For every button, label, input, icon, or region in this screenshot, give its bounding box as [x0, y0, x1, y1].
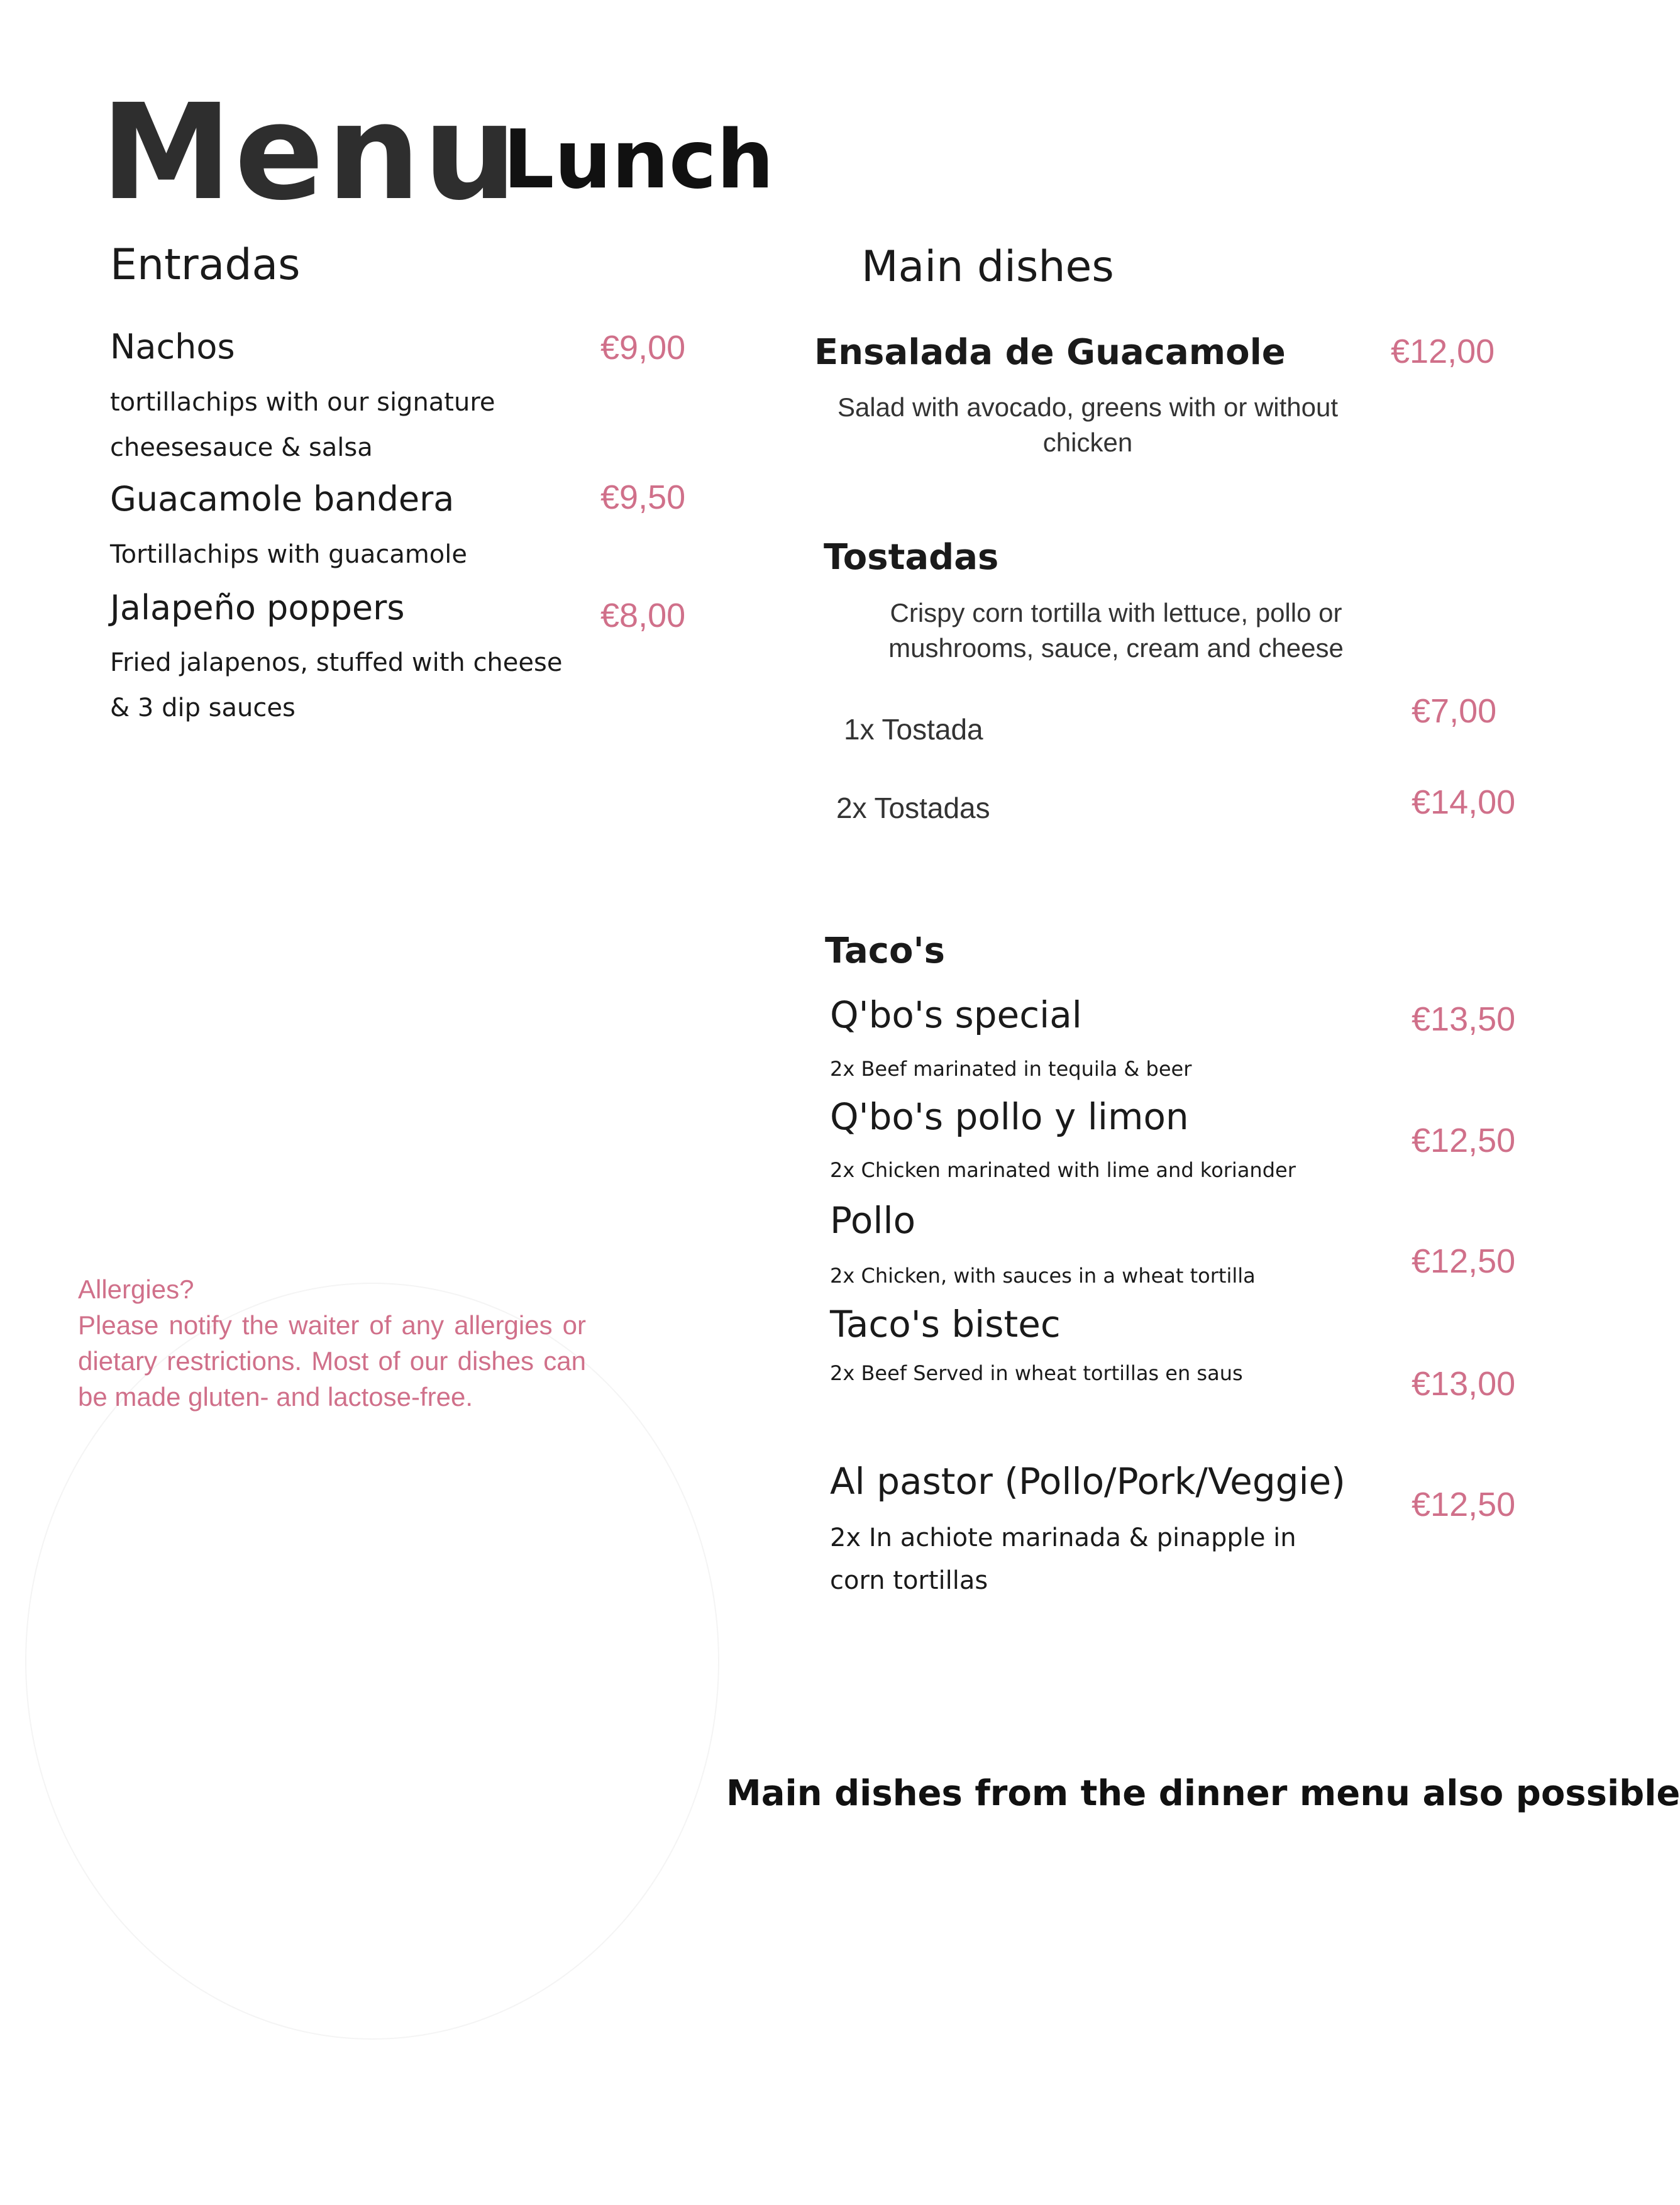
allergy-text: Please notify the waiter of any allergies or dietary restrictions. Most of our dishes can be made gluten- and lactose-free. [78, 1310, 586, 1412]
menu-title: Menu [101, 75, 520, 229]
taco-name-pollo: Pollo [830, 1199, 916, 1242]
taco-name-pollo-limon: Q'bo's pollo y limon [830, 1095, 1189, 1138]
entrada-price-nachos: €9,00 [600, 329, 686, 367]
tostadas-name: Tostadas [824, 537, 999, 578]
taco-price-pollo: €12,50 [1412, 1242, 1516, 1280]
entrada-desc-nachos-1: tortillachips with our signature [110, 388, 495, 417]
taco-name-al-pastor: Al pastor (Pollo/Pork/Veggie) [830, 1460, 1346, 1503]
taco-name-special: Q'bo's special [830, 993, 1082, 1036]
entrada-price-jalapeno: €8,00 [600, 597, 686, 634]
tostada-price-1: €7,00 [1412, 692, 1497, 730]
lunch-subtitle: Lunch [503, 113, 774, 207]
taco-desc-pollo-limon: 2x Chicken marinated with lime and koriander [830, 1158, 1296, 1182]
tostada-option-2: 2x Tostadas [836, 792, 990, 824]
allergy-heading: Allergies? [78, 1274, 194, 1304]
taco-price-al-pastor: €12,50 [1412, 1486, 1516, 1523]
entrada-name-jalapeno: Jalapeño poppers [110, 588, 405, 627]
entrada-name-guacamole: Guacamole bandera [110, 479, 455, 519]
taco-desc-al-pastor: 2x In achiote marinada & pinapple in corn tortillas [830, 1523, 1296, 1595]
entrada-desc-jalapeno-2: & 3 dip sauces [110, 694, 296, 722]
ensalada-price: €12,00 [1391, 333, 1495, 370]
entradas-heading: Entradas [110, 240, 301, 290]
tostadas-desc: Crispy corn tortilla with lettuce, pollo or mushrooms, sauce, cream and cheese [888, 598, 1344, 663]
entrada-name-nachos: Nachos [110, 327, 235, 367]
ensalada-desc: Salad with avocado, greens with or without chicken [837, 392, 1339, 457]
taco-price-bistec: €13,00 [1412, 1365, 1516, 1403]
tostada-option-1: 1x Tostada [844, 713, 983, 746]
entrada-desc-nachos-2: cheesesauce & salsa [110, 433, 373, 462]
footer-note: Main dishes from the dinner menu also possible [726, 1773, 1680, 1814]
taco-desc-pollo: 2x Chicken, with sauces in a wheat tortilla [830, 1264, 1256, 1288]
taco-price-special: €13,50 [1412, 1000, 1516, 1038]
allergy-notice [78, 1271, 586, 1415]
main-dishes-heading: Main dishes [861, 242, 1114, 292]
entrada-desc-jalapeno-1: Fried jalapenos, stuffed with cheese [110, 648, 563, 677]
entrada-price-guacamole: €9,50 [600, 478, 686, 516]
ensalada-name: Ensalada de Guacamole [814, 332, 1286, 373]
taco-name-bistec: Taco's bistec [830, 1303, 1061, 1346]
taco-desc-bistec: 2x Beef Served in wheat tortillas en saus [830, 1361, 1243, 1385]
tostada-price-2: €14,00 [1412, 783, 1516, 821]
taco-desc-special: 2x Beef marinated in tequila & beer [830, 1057, 1192, 1081]
taco-price-pollo-limon: €12,50 [1412, 1122, 1516, 1159]
entrada-desc-guacamole: Tortillachips with guacamole [110, 540, 467, 569]
tacos-heading: Taco's [825, 931, 945, 971]
